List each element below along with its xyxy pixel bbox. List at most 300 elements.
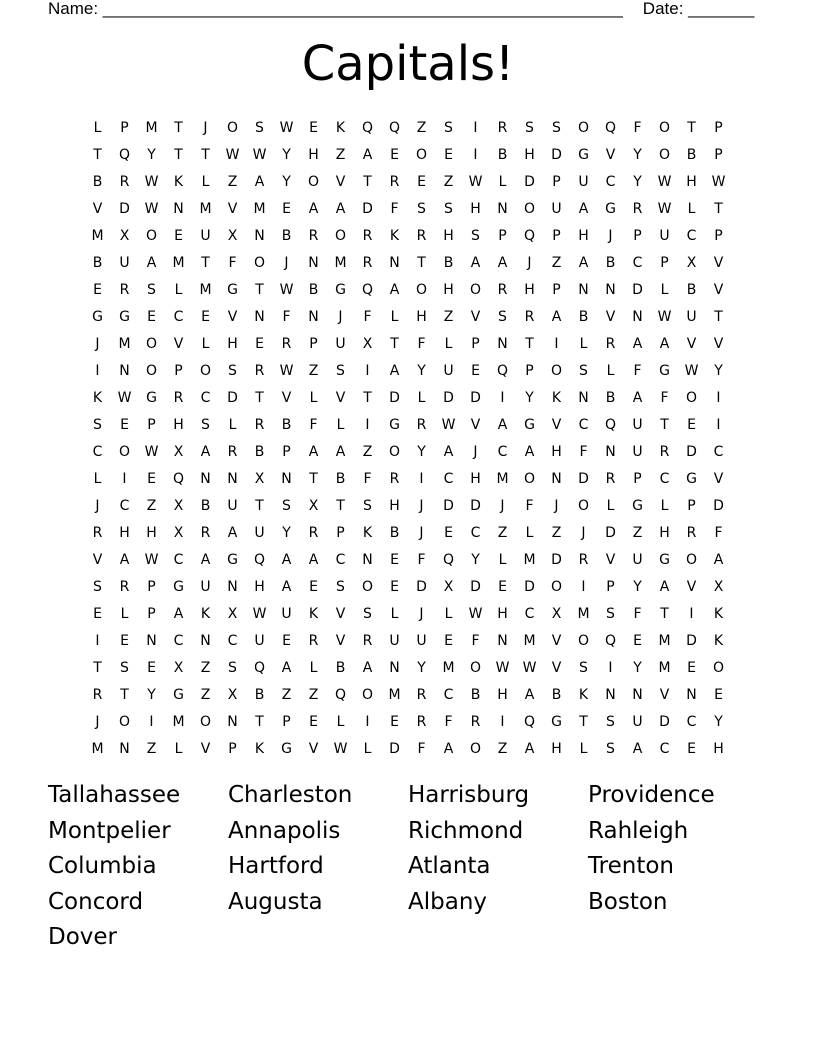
grid-letter: E [147, 308, 156, 325]
grid-letter: E [282, 200, 291, 217]
grid-letter: J [338, 308, 343, 325]
grid-letter: Y [417, 443, 426, 460]
grid-letter: D [227, 389, 238, 406]
grid-letter: O [469, 281, 482, 298]
grid-letter: J [419, 605, 424, 622]
grid-letter: X [227, 686, 238, 703]
grid-letter: U [200, 227, 211, 244]
grid-letter: T [93, 146, 102, 163]
grid-letter: U [632, 416, 643, 433]
grid-letter: R [497, 281, 508, 298]
grid-letter: O [361, 686, 374, 703]
grid-letter: Q [496, 362, 509, 379]
grid-letter: N [308, 308, 319, 325]
grid-letter: R [578, 551, 589, 568]
grid-letter: S [525, 119, 534, 136]
grid-letter: M [253, 200, 266, 217]
grid-letter: B [281, 227, 292, 244]
grid-letter: X [173, 497, 184, 514]
grid-letter: Q [523, 227, 536, 244]
grid-letter: V [173, 335, 184, 352]
grid-letter: P [687, 497, 696, 514]
grid-letter: K [335, 119, 346, 136]
word-list-item: Harrisburg [408, 782, 530, 808]
grid-letter: X [173, 443, 184, 460]
grid-letter: H [470, 200, 481, 217]
grid-letter: L [660, 281, 669, 298]
grid-letter: C [119, 497, 130, 514]
grid-letter: Y [282, 173, 291, 190]
grid-letter: Y [417, 362, 426, 379]
grid-letter: P [471, 335, 480, 352]
grid-letter: C [659, 740, 670, 757]
grid-letter: A [551, 308, 562, 325]
grid-letter: W [252, 605, 267, 622]
grid-letter: V [335, 173, 346, 190]
grid-letter: R [92, 686, 103, 703]
grid-letter: N [389, 254, 400, 271]
grid-letter: A [308, 200, 319, 217]
grid-letter: E [93, 605, 102, 622]
grid-letter: O [199, 713, 212, 730]
grid-letter: M [172, 713, 185, 730]
grid-letter: W [441, 416, 456, 433]
grid-letter: O [577, 119, 590, 136]
grid-letter: A [200, 551, 211, 568]
grid-letter: S [579, 659, 588, 676]
grid-letter: M [388, 686, 401, 703]
grid-letter: F [228, 254, 237, 271]
grid-letter: H [443, 227, 454, 244]
grid-letter: Z [200, 659, 211, 676]
grid-letter: W [522, 659, 537, 676]
grid-letter: L [579, 740, 588, 757]
grid-letter: J [95, 713, 100, 730]
grid-letter: D [443, 497, 454, 514]
grid-letter: P [633, 470, 642, 487]
grid-letter: L [93, 119, 102, 136]
grid-letter: M [523, 551, 536, 568]
grid-letter: A [308, 443, 319, 460]
grid-letter: I [554, 335, 559, 352]
grid-letter: C [173, 308, 184, 325]
grid-letter: H [497, 686, 508, 703]
grid-letter: B [470, 686, 481, 703]
grid-letter: Q [604, 632, 617, 649]
grid-letter: R [227, 443, 238, 460]
grid-letter: L [201, 173, 210, 190]
grid-letter: N [200, 632, 211, 649]
grid-letter: V [605, 146, 616, 163]
grid-letter: B [686, 281, 697, 298]
grid-letter: W [252, 146, 267, 163]
grid-letter: F [417, 740, 426, 757]
grid-letter: G [173, 578, 184, 595]
grid-letter: R [362, 254, 373, 271]
grid-letter: W [684, 362, 699, 379]
word-list-item: Tallahassee [48, 782, 181, 808]
grid-letter: G [281, 740, 292, 757]
grid-letter: X [551, 605, 562, 622]
word-list-item: Albany [408, 888, 488, 915]
grid-letter: V [551, 632, 562, 649]
grid-letter: R [416, 686, 427, 703]
grid-letter: V [335, 632, 346, 649]
grid-letter: Y [471, 551, 480, 568]
grid-letter: S [552, 119, 561, 136]
grid-letter: I [500, 713, 505, 730]
grid-letter: O [712, 659, 725, 676]
grid-letter: R [632, 200, 643, 217]
grid-letter: E [390, 713, 399, 730]
grid-letter: J [527, 254, 532, 271]
grid-letter: H [470, 470, 481, 487]
grid-letter: N [254, 227, 265, 244]
grid-letter: P [147, 416, 156, 433]
grid-letter: O [550, 578, 563, 595]
grid-letter: L [93, 470, 102, 487]
grid-letter: L [228, 416, 237, 433]
grid-letter: R [605, 470, 616, 487]
grid-letter: C [659, 470, 670, 487]
word-list-item: Montpelier [48, 817, 171, 844]
grid-letter: C [497, 443, 508, 460]
grid-letter: D [524, 173, 535, 190]
grid-letter: J [95, 335, 100, 352]
grid-letter: S [363, 497, 372, 514]
grid-letter: N [605, 281, 616, 298]
grid-letter: D [686, 632, 697, 649]
grid-letter: M [334, 254, 347, 271]
grid-letter: N [173, 200, 184, 217]
grid-letter: G [92, 308, 103, 325]
grid-letter: R [416, 227, 427, 244]
grid-letter: I [689, 605, 694, 622]
grid-letter: S [93, 416, 102, 433]
grid-letter: Y [714, 713, 723, 730]
grid-letter: L [579, 335, 588, 352]
grid-letter: X [686, 254, 697, 271]
grid-letter: U [281, 605, 292, 622]
grid-letter: T [255, 497, 264, 514]
grid-letter: O [685, 551, 698, 568]
word-list-item: Trenton [588, 853, 675, 879]
grid-letter: E [444, 632, 453, 649]
grid-letter: W [657, 173, 672, 190]
grid-letter: J [284, 254, 289, 271]
grid-letter: N [578, 389, 589, 406]
word-list-item: Charleston [228, 782, 353, 808]
grid-letter: N [551, 470, 562, 487]
grid-letter: I [473, 119, 478, 136]
grid-letter: L [444, 605, 453, 622]
grid-letter: L [309, 389, 318, 406]
grid-letter: B [578, 308, 589, 325]
grid-letter: A [443, 740, 454, 757]
grid-letter: T [201, 254, 210, 271]
grid-letter: F [390, 200, 399, 217]
grid-letter: D [551, 146, 562, 163]
grid-letter: T [660, 605, 669, 622]
grid-letter: K [551, 389, 562, 406]
grid-letter: R [389, 173, 400, 190]
grid-letter: L [660, 497, 669, 514]
grid-letter: O [469, 659, 482, 676]
grid-letter: P [714, 119, 723, 136]
grid-letter: N [605, 686, 616, 703]
grid-letter: G [632, 497, 643, 514]
grid-letter: I [95, 362, 100, 379]
grid-letter: H [254, 578, 265, 595]
grid-letter: A [632, 389, 643, 406]
grid-letter: U [632, 443, 643, 460]
grid-letter: G [686, 470, 697, 487]
grid-letter: A [713, 551, 724, 568]
grid-letter: A [362, 146, 373, 163]
page-title: Capitals! [301, 36, 515, 92]
grid-letter: N [281, 470, 292, 487]
grid-letter: V [92, 551, 103, 568]
grid-letter: H [146, 524, 157, 541]
grid-letter: E [282, 632, 291, 649]
grid-letter: H [416, 308, 427, 325]
grid-letter: T [255, 389, 264, 406]
grid-letter: R [524, 308, 535, 325]
grid-letter: A [389, 281, 400, 298]
grid-letter: L [390, 308, 399, 325]
grid-letter: B [389, 524, 400, 541]
grid-letter: D [524, 578, 535, 595]
grid-letter: V [713, 470, 724, 487]
grid-letter: L [687, 200, 696, 217]
grid-letter: I [500, 389, 505, 406]
grid-letter: H [551, 740, 562, 757]
grid-letter: P [606, 578, 615, 595]
grid-letter: R [362, 632, 373, 649]
grid-letter: E [498, 578, 507, 595]
grid-letter: V [659, 686, 670, 703]
grid-letter: Q [253, 659, 266, 676]
grid-letter: G [659, 362, 670, 379]
grid-letter: Y [633, 578, 642, 595]
grid-letter: Z [443, 173, 454, 190]
grid-letter: F [579, 443, 588, 460]
grid-letter: N [497, 632, 508, 649]
grid-letter: V [92, 200, 103, 217]
grid-letter: M [496, 470, 509, 487]
grid-letter: T [417, 254, 426, 271]
grid-letter: C [173, 632, 184, 649]
grid-letter: P [147, 578, 156, 595]
grid-letter: U [632, 713, 643, 730]
grid-letter: Z [308, 362, 319, 379]
grid-letter: A [281, 578, 292, 595]
grid-letter: W [225, 146, 240, 163]
grid-letter: O [118, 713, 131, 730]
grid-letter: I [149, 713, 154, 730]
grid-letter: R [659, 443, 670, 460]
grid-letter: J [95, 497, 100, 514]
grid-letter: S [606, 713, 615, 730]
grid-letter: V [200, 740, 211, 757]
date-field-label: Date: _______ [642, 0, 755, 18]
grid-letter: F [417, 335, 426, 352]
grid-letter: C [713, 443, 724, 460]
grid-letter: H [659, 524, 670, 541]
grid-letter: E [255, 335, 264, 352]
grid-letter: P [120, 119, 129, 136]
grid-letter: B [335, 659, 346, 676]
grid-letter: T [660, 416, 669, 433]
grid-letter: X [254, 470, 265, 487]
grid-letter: V [713, 281, 724, 298]
grid-letter: D [470, 389, 481, 406]
grid-letter: V [686, 335, 697, 352]
grid-letter: K [254, 740, 265, 757]
name-field-label: Name: _______________________________________________________ [48, 0, 623, 18]
grid-letter: T [201, 146, 210, 163]
grid-letter: B [605, 254, 616, 271]
grid-letter: V [551, 659, 562, 676]
grid-letter: S [228, 659, 237, 676]
grid-letter: T [174, 146, 183, 163]
grid-letter: X [119, 227, 130, 244]
grid-letter: E [444, 524, 453, 541]
grid-letter: G [605, 200, 616, 217]
grid-letter: A [281, 659, 292, 676]
grid-letter: E [174, 227, 183, 244]
grid-letter: D [362, 200, 373, 217]
grid-letter: I [95, 632, 100, 649]
grid-letter: W [333, 740, 348, 757]
grid-letter: Q [604, 119, 617, 136]
grid-letter: A [308, 551, 319, 568]
grid-letter: Y [633, 146, 642, 163]
grid-letter: H [524, 281, 535, 298]
grid-letter: E [120, 416, 129, 433]
grid-letter: H [389, 497, 400, 514]
grid-letter: M [199, 200, 212, 217]
grid-letter: W [279, 119, 294, 136]
grid-letter: U [335, 335, 346, 352]
grid-letter: Q [361, 281, 374, 298]
grid-letter: B [605, 389, 616, 406]
grid-letter: M [523, 632, 536, 649]
grid-letter: R [254, 362, 265, 379]
grid-letter: K [389, 227, 400, 244]
grid-letter: A [335, 443, 346, 460]
grid-letter: B [551, 686, 562, 703]
grid-letter: A [632, 335, 643, 352]
grid-letter: A [200, 443, 211, 460]
grid-letter: R [254, 416, 265, 433]
grid-letter: N [308, 254, 319, 271]
grid-letter: A [443, 443, 454, 460]
grid-letter: P [552, 227, 561, 244]
grid-letter: H [443, 281, 454, 298]
grid-letter: C [335, 551, 346, 568]
grid-letter: B [254, 686, 265, 703]
grid-letter: W [468, 605, 483, 622]
grid-letter: F [282, 308, 291, 325]
grid-letter: R [686, 524, 697, 541]
grid-letter: S [444, 200, 453, 217]
grid-letter: P [309, 335, 318, 352]
grid-letter: T [309, 470, 318, 487]
grid-letter: R [308, 632, 319, 649]
grid-letter: J [500, 497, 505, 514]
grid-letter: E [390, 551, 399, 568]
grid-letter: C [605, 173, 616, 190]
grid-letter: I [716, 389, 721, 406]
grid-letter: S [606, 740, 615, 757]
grid-letter: Q [172, 470, 185, 487]
grid-letter: M [577, 605, 590, 622]
grid-letter: B [497, 146, 508, 163]
grid-letter: R [470, 713, 481, 730]
grid-letter: T [363, 173, 372, 190]
grid-letter: B [308, 281, 319, 298]
grid-letter: L [525, 524, 534, 541]
grid-letter: R [308, 524, 319, 541]
grid-letter: M [172, 254, 185, 271]
grid-letter: L [174, 281, 183, 298]
grid-letter: P [336, 524, 345, 541]
grid-letter: M [658, 659, 671, 676]
grid-letter: A [524, 443, 535, 460]
grid-letter: B [200, 497, 211, 514]
grid-letter: O [415, 146, 428, 163]
grid-letter: K [308, 605, 319, 622]
grid-letter: Z [497, 740, 508, 757]
header-fields [48, 0, 754, 18]
grid-letter: W [711, 173, 726, 190]
grid-letter: P [498, 227, 507, 244]
grid-letter: C [443, 686, 454, 703]
grid-letter: S [120, 659, 129, 676]
word-list-item: Annapolis [228, 817, 341, 844]
grid-letter: A [146, 254, 157, 271]
grid-letter: A [524, 686, 535, 703]
grid-letter: E [714, 686, 723, 703]
grid-letter: K [362, 524, 373, 541]
grid-letter: I [581, 578, 586, 595]
grid-letter: T [363, 389, 372, 406]
grid-letter: S [228, 362, 237, 379]
grid-letter: K [578, 686, 589, 703]
grid-letter: C [524, 605, 535, 622]
grid-letter: N [254, 308, 265, 325]
grid-letter: R [200, 524, 211, 541]
grid-letter: A [659, 335, 670, 352]
grid-letter: O [550, 362, 563, 379]
grid-letter: U [254, 524, 265, 541]
grid-letter: D [659, 713, 670, 730]
grid-letter: W [279, 362, 294, 379]
grid-letter: F [444, 713, 453, 730]
grid-letter: R [119, 173, 130, 190]
grid-letter: P [714, 227, 723, 244]
grid-letter: U [416, 632, 427, 649]
grid-letter: L [363, 740, 372, 757]
grid-letter: T [255, 281, 264, 298]
grid-letter: O [577, 632, 590, 649]
grid-letter: J [554, 497, 559, 514]
grid-letter: P [552, 173, 561, 190]
grid-letter: D [389, 389, 400, 406]
grid-letter: I [122, 470, 127, 487]
grid-letter: U [227, 497, 238, 514]
